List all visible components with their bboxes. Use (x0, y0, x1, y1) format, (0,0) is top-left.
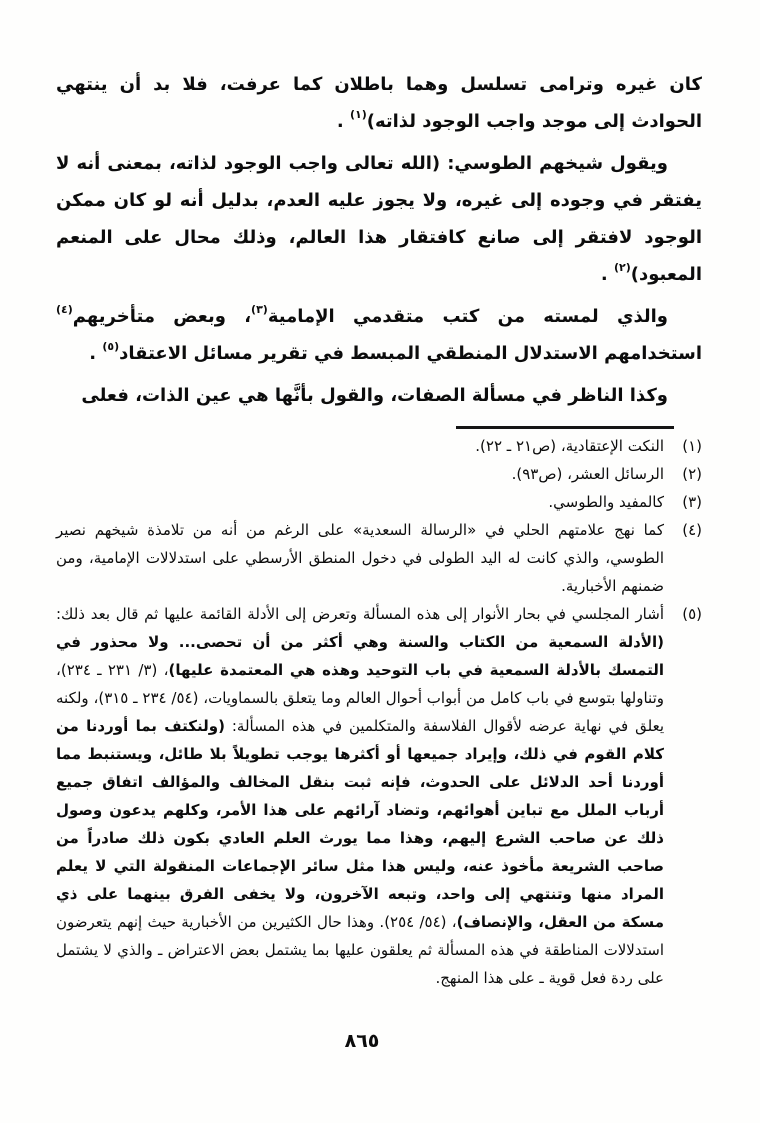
text-segment: وكذا الناظر في مسألة الصفات، والقول بأنَّها هي عين الذات، فعلى (81, 385, 668, 406)
text-segment: كالمفيد والطوسي. (548, 493, 664, 511)
text-segment: ، وبعض متأخريهم (72, 306, 252, 327)
footnote-number: (١) (682, 437, 702, 455)
main-text-block (56, 66, 702, 419)
footnote-ref: (٤) (56, 303, 73, 316)
footnote-text (56, 600, 664, 992)
footnotes-block (56, 432, 702, 992)
footnote-ref: (١) (349, 108, 367, 121)
footnote (56, 488, 702, 516)
paragraph (56, 377, 702, 414)
text-segment: (ولنكتف بما أوردنا من كلام القوم في ذلك، وإيراد جميعها أو أكثرها يوجب تطويلاً بلا طائل، ويستنبط مما أوردنا أحد الدلائل على الحدوث، فإنه ثبت بنقل المخالف والمؤالف اتفاق جميع أرباب الملل مع تباين أهوائهم، وتضاد آرائهم على هذا الأمر، وكلهم يدعون وصول ذلك عن صاحب الشرع إليهم، وهذا مما يورث العلم العادي بكون ذلك صادراً من صاحب الشريعة مأخوذ عنه، وليس هذا مثل سائر الإجماعات المنقولة التي لا يعلم المراد منها وتنتهي إلى واحد، وتبعه الآخرون، ولا يخفى الفرق بينهما على ذي مسكة من العقل، والإنصاف) (56, 717, 664, 931)
text-segment: النكت الإعتقادية، (ص٢١ ـ ٢٢). (475, 437, 664, 455)
text-segment: ، (٣/ ٢٣١ ـ ٢٣٤)، وتناولها بتوسع في باب كامل من أبواب أحوال العالم وما يتعلق بالسماويات، (٥٤/ ٢٣٤ ـ ٣١٥)، ولكنه يعلق في نهاية عرضه لأقوال الفلاسفة والمتكلمين في هذه المسألة: (56, 661, 665, 735)
footnote (56, 516, 702, 600)
text-segment: الرسائل العشر، (ص٩٣). (511, 465, 664, 483)
text-segment: استخدامهم الاستدلال المنطقي المبسط في تقرير مسائل الاعتقاد (119, 343, 702, 364)
text-segment: ، (٥٤/ ٢٥٤). وهذا حال الكثيرين من الأخبارية حيث إنهم يتعرضون استدلالات المناطقة في هذه المسألة ثم يعلقون عليها بما يشتمل بعض الاعتراض ـ والذي لا يشتمل على ردة فعل قوية ـ على هذا المنهج. (56, 913, 664, 987)
text-segment: كان غيره وترامى تسلسل وهما باطلان كما عرفت، فلا بد أن ينتهي الحوادث إلى موجد واجب الوجود لذاته) (56, 74, 702, 132)
text-segment: كما نهج علامتهم الحلي في «الرسالة السعدية» على الرغم من أنه من تلامذة شيخهم نصير الطوسي، والذي كانت له اليد الطولى في دخول المنطق الأرسطي على استدلالات الإمامية، ومن ضمنهم الأخبارية. (56, 521, 664, 595)
footnote-text (56, 460, 664, 488)
footnote-ref: (٢) (613, 261, 631, 274)
footnote (56, 432, 702, 460)
text-segment: أشار المجلسي في بحار الأنوار إلى هذه المسألة وتعرض إلى الأدلة القائمة عليها ثم قال بعد ذلك: (56, 605, 664, 623)
footnote-text (56, 432, 664, 460)
paragraph (56, 298, 702, 372)
text-segment: ويقول شيخهم الطوسي: (الله تعالى واجب الوجود لذاته، بمعنى أنه لا يفتقر في وجوده إلى غيره، ولا يجوز عليه العدم، بدليل أنه لو كان ممكن الوجود لافتقر إلى صانع كافتقار هذا العالم، وذلك محال على المنعم المعبود) (56, 153, 702, 285)
text-segment: . (600, 264, 614, 285)
page-number: ٨٦٥ (344, 1030, 380, 1052)
text-segment: . (89, 343, 103, 364)
footnote-ref: (٣) (251, 303, 268, 316)
footnote-number: (٣) (682, 493, 702, 511)
footnote-text (56, 488, 664, 516)
text-segment: (الأدلة السمعية من الكتاب والسنة وهي أكثر من أن تحصى... ولا محذور في التمسك بالأدلة السمعية في باب التوحيد وهذه هي المعتمدة عليها) (56, 633, 664, 679)
footnote-number: (٢) (682, 465, 702, 483)
footnote-ref: (٥) (102, 340, 120, 353)
footnote-text (56, 516, 664, 600)
footnote (56, 600, 702, 992)
paragraph (56, 66, 702, 140)
text-segment: والذي لمسته من كتب متقدمي الإمامية (267, 306, 668, 327)
footnote (56, 460, 702, 488)
text-segment: . (336, 111, 350, 132)
footnote-number: (٤) (682, 521, 702, 539)
paragraph (56, 145, 702, 293)
footnote-number: (٥) (682, 605, 702, 623)
footnote-separator (456, 426, 674, 429)
